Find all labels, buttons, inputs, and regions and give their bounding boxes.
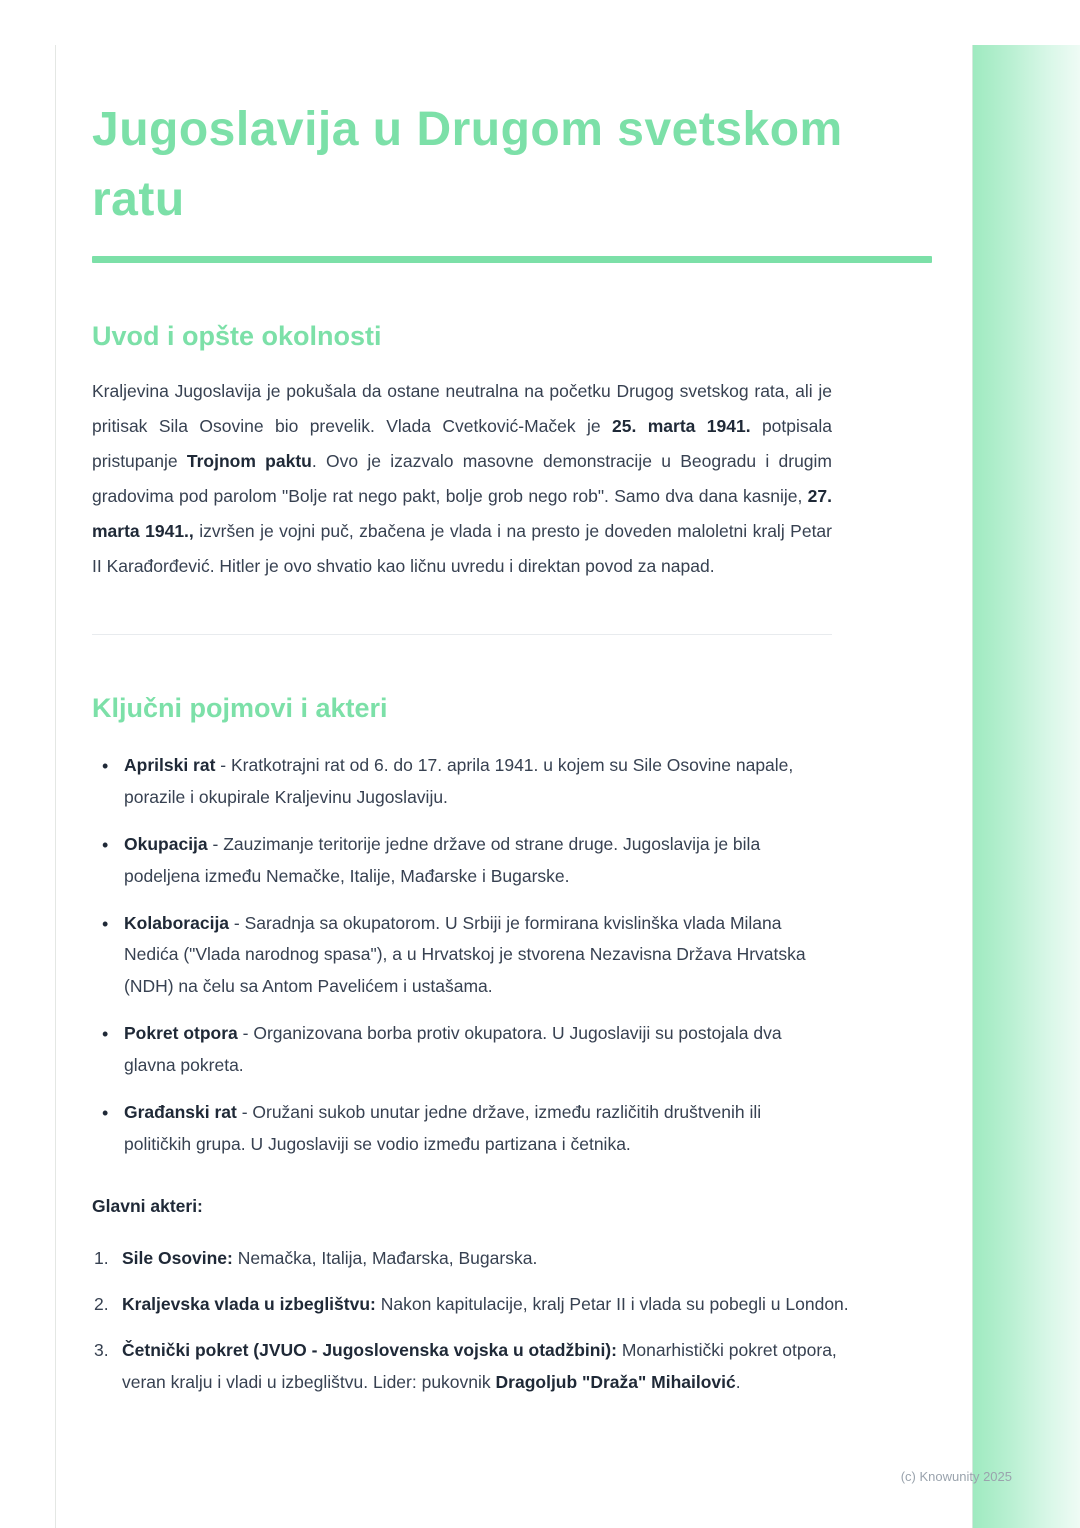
document-content (92, 0, 932, 1413)
page-title: Jugoslavija u Drugom svetskom ratu (92, 103, 843, 226)
list-item: • Okupacija - Zauzimanje teritorije jedne države od strane druge. Jugoslavija je bila podeljena između Nemačke, Italije, Mađarske i Bugarske. (92, 829, 822, 893)
list-item: • Građanski rat - Oružani sukob unutar jedne države, između različitih društvenih ili političkih grupa. U Jugoslaviji se vodio između partizana i četnika. (92, 1097, 822, 1161)
list-number: 3. (94, 1340, 109, 1361)
intro-paragraph: Kraljevina Jugoslavija je pokušala da ostane neutralna na početku Drugog svetskog rata, ali je pritisak Sila Osovine bio prevelik. Vlada Cvetković-Maček je 25. marta 1941. potpisala pristupanje Trojnom paktu. Ovo je izazvalo masovne demonstracije u Beogradu i drugim gradovima pod parolom "Bolje rat nego pakt, bolje grob nego rob". Samo dva dana kasnije, 27. marta 1941., izvršen je vojni puč, zbačena je vlada i na presto je doveden maloletni kralj Petar II Karađorđević. Hitler je ovo shvatio kao ličnu uvredu i direktan povod za napad. (92, 381, 833, 577)
section-intro (92, 321, 932, 584)
section-key-terms (92, 693, 932, 1399)
key-terms-list (92, 750, 822, 1160)
list-item-text: Kraljevska vlada u izbeglištvu: Nakon kapitulacije, kralj Petar II i vlada su pobegli u London. (122, 1294, 849, 1315)
section-divider (92, 634, 832, 635)
list-item (92, 1289, 852, 1321)
list-number: 1. (94, 1248, 109, 1269)
actors-list (92, 1243, 852, 1398)
list-number: 2. (94, 1294, 109, 1315)
title-underline-rule (92, 256, 932, 263)
green-accent-band (972, 45, 1080, 1528)
actors-label: Glavni akteri: (92, 1196, 203, 1217)
list-item-text: Četnički pokret (JVUO - Jugoslovenska vojska u otadžbini): Monarhistički pokret otpora, veran kralju i vladi u izbeglištvu. Lider: pukovnik Dragoljub "Draža" Mihailović. (122, 1340, 837, 1392)
section-heading-intro: Uvod i opšte okolnosti (92, 321, 382, 352)
copyright-credit: (c) Knowunity 2025 (900, 1469, 1012, 1484)
section-heading-key-terms: Ključni pojmovi i akteri (92, 693, 388, 724)
list-item-text: Sile Osovine: Nemačka, Italija, Mađarska, Bugarska. (122, 1248, 538, 1269)
list-item (92, 1243, 852, 1275)
page-left-edge-line (55, 45, 56, 1528)
list-item: • Aprilski rat - Kratkotrajni rat od 6. do 17. aprila 1941. u kojem su Sile Osovine napale, porazile i okupirale Kraljevinu Jugoslaviju. (92, 750, 822, 814)
list-item: • Pokret otpora - Organizovana borba protiv okupatora. U Jugoslaviji su postojala dva glavna pokreta. (92, 1018, 822, 1082)
list-item (92, 1335, 852, 1399)
list-item: • Kolaboracija - Saradnja sa okupatorom. U Srbiji je formirana kvislinška vlada Milana Nedića ("Vlada narodnog spasa"), a u Hrvatskoj je stvorena Nezavisna Država Hrvatska (NDH) na čelu sa Antom Pavelićem i ustašama. (92, 908, 822, 1004)
